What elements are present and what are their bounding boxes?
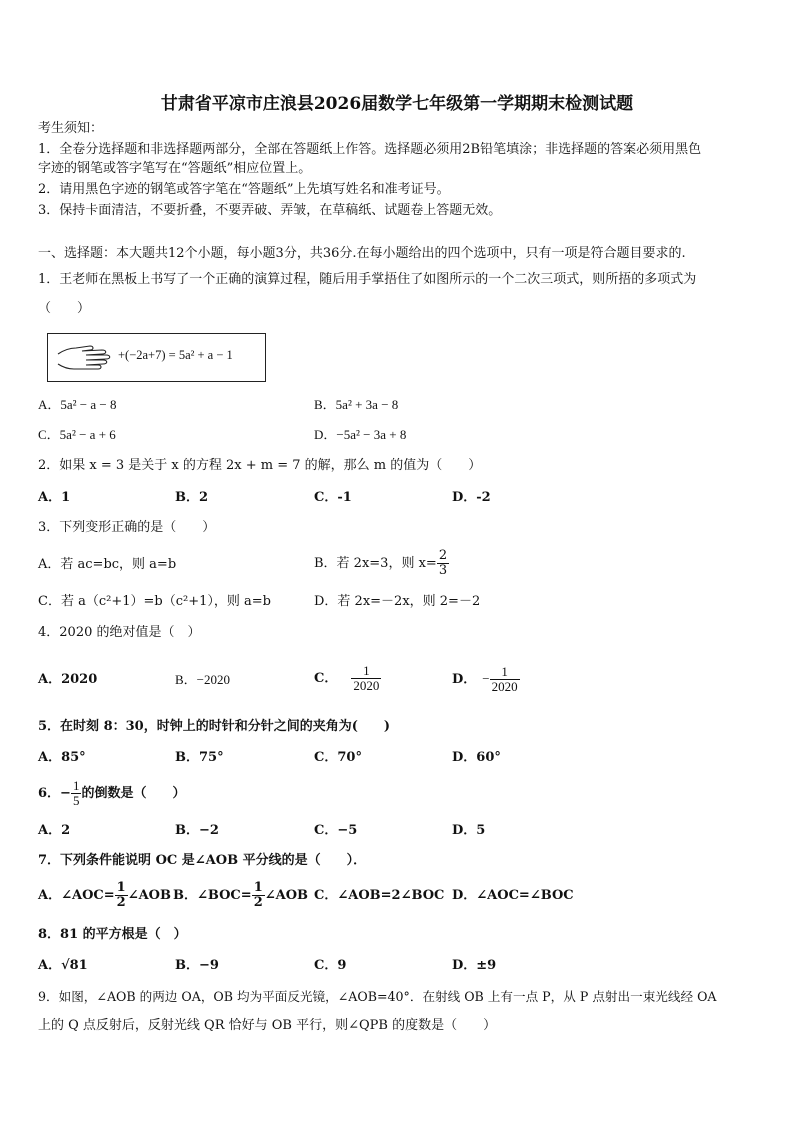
fraction-denominator: 2020	[491, 679, 518, 694]
question-9-line-1: 9．如图，∠AOB 的两边 OA，OB 均为平面反光镜，∠AOB=40°．在射线 OB 上有一点 P，从 P 点射出一束光线经 OA	[38, 989, 717, 1004]
question-2-option-a[interactable]: A．1	[38, 490, 71, 505]
question-4-option-c-fraction	[351, 664, 381, 693]
question-7-option-a-fraction	[115, 881, 128, 910]
fraction-denominator: 3	[438, 563, 448, 578]
question-1-stem: 1．王老师在黑板上书写了一个正确的演算过程，随后用手掌捂住了如图所示的一个二次三项式，则所捂的多项式为	[38, 272, 697, 287]
notice-item-1-cont: 字迹的钢笔或答字笔写在“答题纸”相应位置上。	[38, 161, 312, 176]
question-6-prefix: 6．−	[38, 786, 71, 801]
question-7-option-b-angle: ∠AOB	[264, 888, 309, 903]
question-7-option-b-fraction	[252, 881, 265, 910]
question-7-option-a-angle: ∠AOB	[127, 888, 171, 903]
question-5-option-a[interactable]: A．85°	[38, 750, 86, 765]
question-2-option-c[interactable]: C．-1	[314, 490, 352, 505]
question-5-option-b[interactable]: B．75°	[175, 750, 224, 765]
question-4-option-c[interactable]	[314, 660, 381, 698]
question-8-option-a[interactable]: A．√81	[38, 958, 88, 973]
question-7-option-c[interactable]: C．∠AOB=2∠BOC	[314, 888, 445, 903]
question-6-option-a[interactable]: A．2	[38, 823, 71, 838]
question-8-stem: 8．81 的平方根是（ ）	[38, 927, 187, 942]
notice-item-2: 2．请用黑色字迹的钢笔或答字笔在“答题纸”上先填写姓名和准考证号。	[38, 182, 450, 197]
question-6-suffix: 的倒数是（ ）	[81, 786, 186, 801]
question-7-option-d[interactable]: D．∠AOC=∠BOC	[452, 888, 574, 903]
question-3-option-b[interactable]	[314, 547, 449, 581]
question-6-option-b[interactable]: B．−2	[175, 823, 219, 838]
question-7-stem: 7．下列条件能说明 OC 是∠AOB 平分线的是（ ）．	[38, 853, 367, 868]
question-2-stem: 2．如果 x = 3 是关于 x 的方程 2x + m = 7 的解，那么 m 的值为（ ）	[38, 458, 482, 473]
question-7-option-a-text: A．∠AOC=	[38, 888, 115, 903]
question-4-option-a[interactable]: A．2020	[38, 672, 98, 687]
question-8-option-d[interactable]: D．±9	[452, 958, 497, 973]
fraction-numerator: 1	[351, 664, 381, 679]
question-6-fraction	[71, 779, 82, 808]
question-5-stem: 5．在时刻 8：30，时钟上的时针和分针之间的夹角为( )	[38, 719, 391, 734]
question-1-option-d[interactable]: D．−5a² − 3a + 8	[314, 427, 407, 442]
question-1-option-b[interactable]: B．5a² + 3a − 8	[314, 397, 399, 412]
question-4-option-d-fraction	[490, 665, 520, 694]
question-3-option-b-text: B．若 2x=3，则 x=	[314, 556, 437, 571]
page-title: 甘肃省平凉市庄浪县2026届数学七年级第一学期期末检测试题	[160, 94, 634, 114]
question-2-option-b[interactable]: B．2	[175, 490, 209, 505]
fraction-denominator: 2	[116, 895, 126, 910]
question-7-option-b[interactable]	[173, 878, 308, 914]
question-5-option-c[interactable]: C．70°	[314, 750, 362, 765]
question-4-option-d[interactable]	[452, 660, 520, 699]
question-5-option-d[interactable]: D．60°	[452, 750, 501, 765]
fraction-denominator: 5	[72, 793, 80, 808]
question-1-option-c[interactable]: C．5a² − a + 6	[38, 427, 116, 442]
question-9-line-2: 上的 Q 点反射后，反射光线 QR 恰好与 OB 平行，则∠QPB 的度数是（ ）	[38, 1018, 497, 1033]
section-heading: 一、选择题：本大题共12个小题，每小题3分，共36分.在每小题给出的四个选项中，只有一项是符合题目要求的.	[38, 246, 686, 261]
hand-icon	[56, 340, 118, 374]
fraction-numerator: 2	[438, 548, 448, 563]
question-1-paren: （ ）	[38, 301, 91, 316]
notice-item-3: 3．保持卡面清洁，不要折叠，不要弄破、弄皱，在草稿纸、试题卷上答题无效。	[38, 203, 502, 218]
notice-heading: 考生须知：	[38, 121, 104, 136]
question-4-stem: 4．2020 的绝对值是（ ）	[38, 625, 201, 640]
question-3-option-d[interactable]: D．若 2x=－2x，则 2=－2	[314, 594, 481, 609]
question-1-option-a[interactable]: A．5a² − a − 8	[38, 397, 117, 412]
question-3-option-c[interactable]: C．若 a（c²+1）=b（c²+1），则 a=b	[38, 594, 271, 609]
question-6-option-d[interactable]: D．5	[452, 823, 486, 838]
question-6-stem	[38, 776, 185, 812]
question-3-stem: 3．下列变形正确的是（ ）	[38, 520, 216, 535]
question-8-option-b[interactable]: B．−9	[175, 958, 219, 973]
question-3-option-a[interactable]: A．若 ac=bc，则 a=b	[38, 557, 177, 572]
fraction-numerator: 1	[253, 880, 263, 895]
question-1-figure	[47, 333, 266, 382]
notice-item-1: 1．全卷分选择题和非选择题两部分，全部在答题纸上作答。选择题必须用2B铅笔填涂；非选择题的答案必须用黑色	[38, 142, 702, 157]
question-7-option-b-text: B．∠BOC=	[173, 888, 252, 903]
question-8-option-c[interactable]: C．9	[314, 958, 347, 973]
question-4-option-b[interactable]: B．−2020	[175, 672, 231, 687]
question-2-option-d[interactable]: D．-2	[452, 490, 491, 505]
question-4-option-d-sign: −	[482, 671, 490, 686]
fraction-numerator: 1	[72, 778, 80, 793]
question-4-option-c-label: C．	[314, 671, 338, 686]
fraction-denominator: 2	[253, 895, 263, 910]
fraction-numerator: 1	[116, 880, 126, 895]
question-3-option-b-fraction	[437, 549, 449, 578]
fraction-numerator: 1	[490, 665, 520, 680]
question-6-option-c[interactable]: C．−5	[314, 823, 358, 838]
question-1-equation: +(−2a+7) = 5a² + a − 1	[118, 348, 233, 362]
fraction-denominator: 2020	[353, 678, 380, 693]
question-4-option-d-label: D．	[452, 672, 477, 687]
question-7-option-a[interactable]	[38, 878, 171, 914]
